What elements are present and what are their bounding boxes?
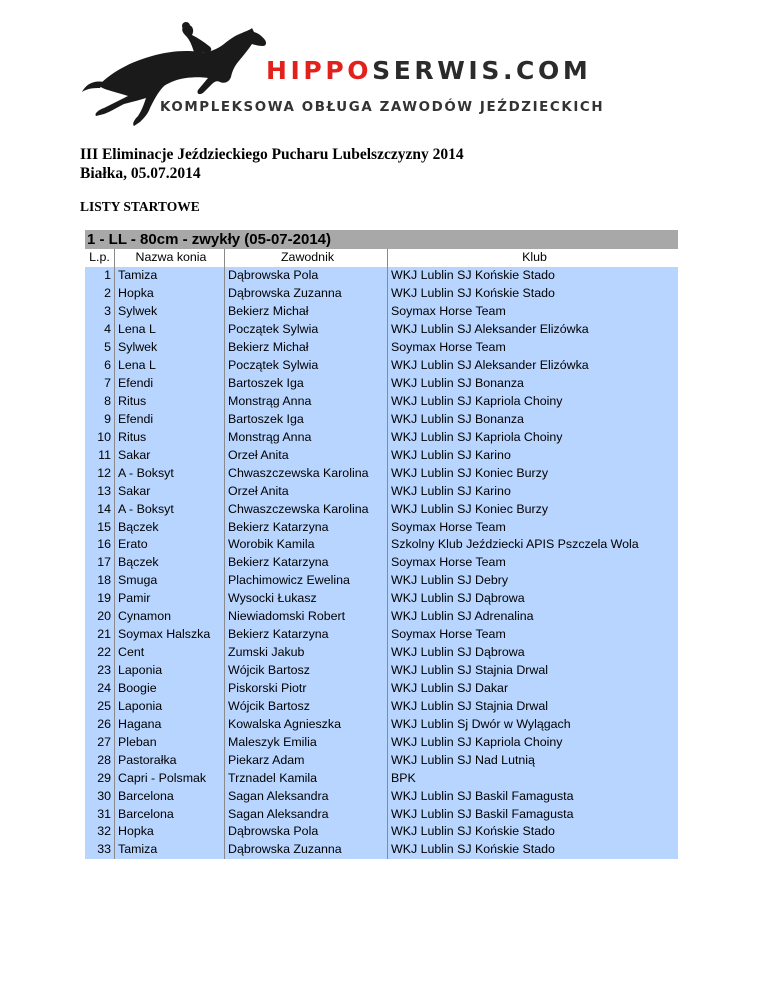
cell-rider: Trznadel Kamila	[224, 769, 387, 787]
cell-rider: Monstrąg Anna	[224, 428, 387, 446]
cell-horse: Sylwek	[114, 339, 224, 357]
cell-club: Szkolny Klub Jeździecki APIS Pszczela Wola	[387, 536, 678, 554]
cell-club: BPK	[387, 769, 678, 787]
cell-rider: Dąbrowska Zuzanna	[224, 285, 387, 303]
cell-rider: Wójcik Bartosz	[224, 662, 387, 680]
cell-rider: Piskorski Piotr	[224, 680, 387, 698]
cell-rider: Bekierz Katarzyna	[224, 626, 387, 644]
cell-lp: 28	[85, 751, 114, 769]
table-row	[85, 823, 678, 841]
cell-horse: Ritus	[114, 393, 224, 411]
cell-club: WKJ Lublin SJ Kapriola Choiny	[387, 733, 678, 751]
table-row	[85, 357, 678, 375]
cell-horse: Pleban	[114, 733, 224, 751]
cell-rider: Worobik Kamila	[224, 536, 387, 554]
cell-club: WKJ Lublin SJ Dąbrowa	[387, 644, 678, 662]
table-row	[85, 446, 678, 464]
cell-rider: Plachimowicz Ewelina	[224, 572, 387, 590]
cell-club: WKJ Lublin SJ Koniec Burzy	[387, 500, 678, 518]
table-row	[85, 590, 678, 608]
table-row	[85, 769, 678, 787]
cell-horse: Tamiza	[114, 841, 224, 859]
cell-rider: Orzeł Anita	[224, 446, 387, 464]
event-date-location: Białka, 05.07.2014	[80, 165, 201, 182]
cell-rider: Dąbrowska Zuzanna	[224, 841, 387, 859]
cell-lp: 24	[85, 680, 114, 698]
table-row	[85, 500, 678, 518]
logo	[82, 22, 605, 132]
cell-lp: 17	[85, 554, 114, 572]
cell-horse: Sakar	[114, 482, 224, 500]
cell-rider: Zumski Jakub	[224, 644, 387, 662]
cell-lp: 13	[85, 482, 114, 500]
cell-rider: Wójcik Bartosz	[224, 697, 387, 715]
cell-lp: 33	[85, 841, 114, 859]
cell-rider: Bekierz Katarzyna	[224, 518, 387, 536]
cell-rider: Bekierz Michał	[224, 303, 387, 321]
cell-club: WKJ Lublin SJ Karino	[387, 482, 678, 500]
cell-club: WKJ Lublin SJ Kapriola Choiny	[387, 393, 678, 411]
cell-horse: Tamiza	[114, 267, 224, 285]
cell-rider: Monstrąg Anna	[224, 393, 387, 411]
cell-rider: Chwaszczewska Karolina	[224, 464, 387, 482]
cell-horse: A - Boksyt	[114, 464, 224, 482]
column-header-horse: Nazwa konia	[114, 249, 224, 267]
cell-rider: Początek Sylwia	[224, 357, 387, 375]
competition-title: 1 - LL - 80cm - zwykły (05-07-2014)	[85, 230, 678, 249]
table-row	[85, 393, 678, 411]
cell-lp: 26	[85, 715, 114, 733]
cell-rider: Sagan Aleksandra	[224, 805, 387, 823]
cell-rider: Wysocki Łukasz	[224, 590, 387, 608]
cell-club: Soymax Horse Team	[387, 339, 678, 357]
cell-club: WKJ Lublin SJ Stajnia Drwal	[387, 697, 678, 715]
table-row	[85, 375, 678, 393]
cell-horse: Lena L	[114, 321, 224, 339]
cell-club: WKJ Lublin SJ Koniec Burzy	[387, 464, 678, 482]
cell-horse: Bączek	[114, 518, 224, 536]
cell-horse: Laponia	[114, 662, 224, 680]
cell-lp: 31	[85, 805, 114, 823]
cell-lp: 15	[85, 518, 114, 536]
cell-horse: Hopka	[114, 285, 224, 303]
table-row	[85, 662, 678, 680]
cell-rider: Maleszyk Emilia	[224, 733, 387, 751]
cell-rider: Niewiadomski Robert	[224, 608, 387, 626]
cell-horse: Pamir	[114, 590, 224, 608]
cell-club: WKJ Lublin SJ Bonanza	[387, 375, 678, 393]
cell-lp: 5	[85, 339, 114, 357]
table-row	[85, 554, 678, 572]
cell-lp: 2	[85, 285, 114, 303]
cell-rider: Kowalska Agnieszka	[224, 715, 387, 733]
cell-club: Soymax Horse Team	[387, 303, 678, 321]
cell-club: WKJ Lublin SJ Bonanza	[387, 410, 678, 428]
table-row	[85, 428, 678, 446]
cell-lp: 11	[85, 446, 114, 464]
cell-horse: Bączek	[114, 554, 224, 572]
column-header-rider: Zawodnik	[224, 249, 387, 267]
cell-rider: Sagan Aleksandra	[224, 787, 387, 805]
cell-club: Soymax Horse Team	[387, 554, 678, 572]
table-row	[85, 626, 678, 644]
table-body	[85, 267, 678, 859]
document-heading	[80, 145, 464, 183]
brand-name	[266, 56, 591, 85]
table-header-row	[85, 249, 678, 267]
cell-lp: 7	[85, 375, 114, 393]
cell-lp: 18	[85, 572, 114, 590]
cell-lp: 3	[85, 303, 114, 321]
cell-horse: Efendi	[114, 410, 224, 428]
cell-horse: Laponia	[114, 697, 224, 715]
cell-horse: Cent	[114, 644, 224, 662]
cell-lp: 32	[85, 823, 114, 841]
brand-part-1: HIPPO	[266, 56, 373, 85]
table-row	[85, 482, 678, 500]
cell-club: WKJ Lublin SJ Nad Lutnią	[387, 751, 678, 769]
cell-horse: Barcelona	[114, 787, 224, 805]
table-row	[85, 680, 678, 698]
event-title: III Eliminacje Jeździeckiego Pucharu Lubelszczyzny 2014	[80, 146, 464, 163]
cell-horse: Capri - Polsmak	[114, 769, 224, 787]
cell-club: WKJ Lublin SJ Końskie Stado	[387, 841, 678, 859]
cell-rider: Początek Sylwia	[224, 321, 387, 339]
table-row	[85, 339, 678, 357]
cell-horse: Smuga	[114, 572, 224, 590]
cell-lp: 19	[85, 590, 114, 608]
column-header-club: Klub	[387, 249, 678, 267]
cell-rider: Orzeł Anita	[224, 482, 387, 500]
cell-lp: 8	[85, 393, 114, 411]
cell-club: WKJ Lublin SJ Aleksander Elizówka	[387, 321, 678, 339]
start-list-table	[85, 249, 678, 859]
cell-lp: 22	[85, 644, 114, 662]
table-row	[85, 751, 678, 769]
table-row	[85, 464, 678, 482]
table-row	[85, 572, 678, 590]
start-list	[85, 230, 678, 859]
cell-club: WKJ Lublin Sj Dwór w Wylągach	[387, 715, 678, 733]
cell-club: WKJ Lublin SJ Dakar	[387, 680, 678, 698]
cell-lp: 29	[85, 769, 114, 787]
table-row	[85, 697, 678, 715]
cell-rider: Piekarz Adam	[224, 751, 387, 769]
table-row	[85, 267, 678, 285]
cell-lp: 10	[85, 428, 114, 446]
table-row	[85, 608, 678, 626]
cell-horse: Cynamon	[114, 608, 224, 626]
cell-lp: 6	[85, 357, 114, 375]
cell-lp: 1	[85, 267, 114, 285]
cell-lp: 30	[85, 787, 114, 805]
cell-horse: Pastorałka	[114, 751, 224, 769]
table-row	[85, 841, 678, 859]
cell-horse: Sakar	[114, 446, 224, 464]
cell-lp: 16	[85, 536, 114, 554]
cell-horse: Efendi	[114, 375, 224, 393]
cell-rider: Dąbrowska Pola	[224, 267, 387, 285]
cell-lp: 12	[85, 464, 114, 482]
table-row	[85, 410, 678, 428]
table-row	[85, 303, 678, 321]
cell-rider: Bartoszek Iga	[224, 410, 387, 428]
cell-horse: Sylwek	[114, 303, 224, 321]
cell-club: WKJ Lublin SJ Debry	[387, 572, 678, 590]
cell-horse: Boogie	[114, 680, 224, 698]
cell-horse: Ritus	[114, 428, 224, 446]
table-row	[85, 518, 678, 536]
table-row	[85, 787, 678, 805]
cell-club: WKJ Lublin SJ Kapriola Choiny	[387, 428, 678, 446]
cell-club: WKJ Lublin SJ Aleksander Elizówka	[387, 357, 678, 375]
table-row	[85, 805, 678, 823]
cell-club: WKJ Lublin SJ Karino	[387, 446, 678, 464]
table-row	[85, 733, 678, 751]
cell-horse: Hopka	[114, 823, 224, 841]
cell-horse: Lena L	[114, 357, 224, 375]
cell-club: WKJ Lublin SJ Końskie Stado	[387, 823, 678, 841]
cell-club: WKJ Lublin SJ Adrenalina	[387, 608, 678, 626]
cell-horse: Barcelona	[114, 805, 224, 823]
cell-lp: 25	[85, 697, 114, 715]
cell-lp: 20	[85, 608, 114, 626]
section-title: LISTY STARTOWE	[80, 199, 200, 214]
column-header-lp: L.p.	[85, 249, 114, 267]
cell-club: WKJ Lublin SJ Stajnia Drwal	[387, 662, 678, 680]
cell-club: WKJ Lublin SJ Dąbrowa	[387, 590, 678, 608]
cell-club: Soymax Horse Team	[387, 518, 678, 536]
brand-tagline: KOMPLEKSOWA OBŁUGA ZAWODÓW JEŹDZIECKICH	[160, 100, 605, 115]
cell-lp: 27	[85, 733, 114, 751]
cell-club: WKJ Lublin SJ Końskie Stado	[387, 267, 678, 285]
cell-lp: 23	[85, 662, 114, 680]
cell-horse: Hagana	[114, 715, 224, 733]
cell-rider: Chwaszczewska Karolina	[224, 500, 387, 518]
cell-club: WKJ Lublin SJ Końskie Stado	[387, 285, 678, 303]
cell-rider: Bekierz Katarzyna	[224, 554, 387, 572]
cell-club: WKJ Lublin SJ Baskil Famagusta	[387, 787, 678, 805]
table-row	[85, 536, 678, 554]
cell-lp: 4	[85, 321, 114, 339]
cell-rider: Bartoszek Iga	[224, 375, 387, 393]
cell-lp: 21	[85, 626, 114, 644]
cell-club: WKJ Lublin SJ Baskil Famagusta	[387, 805, 678, 823]
table-row	[85, 715, 678, 733]
cell-horse: Soymax Halszka	[114, 626, 224, 644]
brand-part-2: SERWIS.COM	[372, 56, 592, 85]
cell-lp: 9	[85, 410, 114, 428]
cell-club: Soymax Horse Team	[387, 626, 678, 644]
cell-rider: Dąbrowska Pola	[224, 823, 387, 841]
cell-lp: 14	[85, 500, 114, 518]
cell-rider: Bekierz Michał	[224, 339, 387, 357]
table-row	[85, 285, 678, 303]
cell-horse: Erato	[114, 536, 224, 554]
cell-horse: A - Boksyt	[114, 500, 224, 518]
table-row	[85, 321, 678, 339]
table-row	[85, 644, 678, 662]
